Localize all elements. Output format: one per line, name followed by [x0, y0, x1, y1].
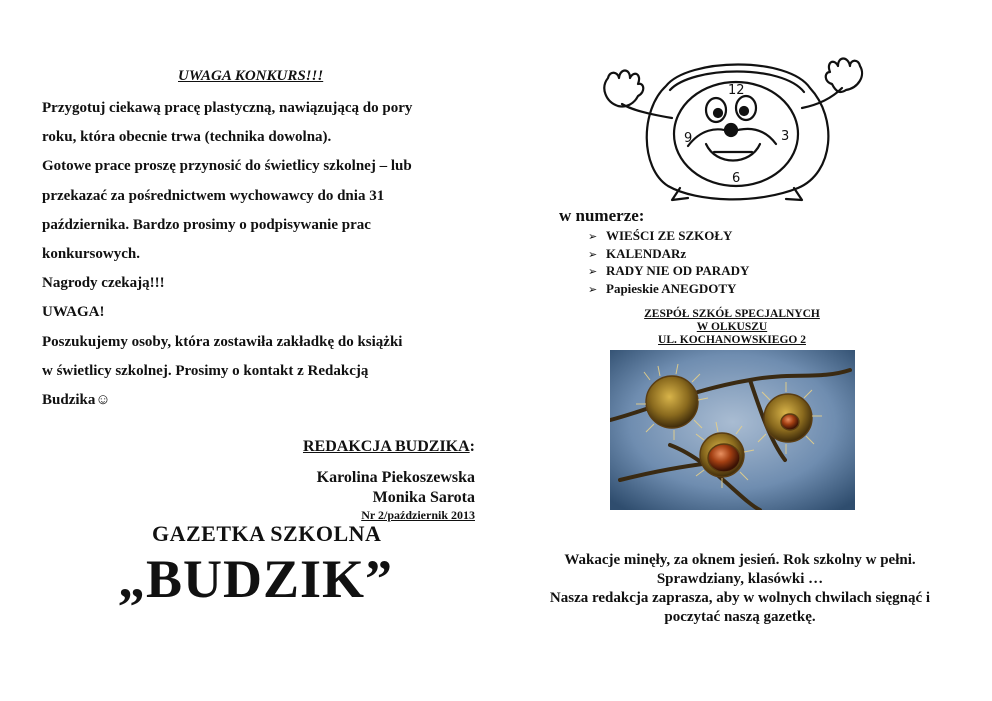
svg-text:9: 9: [684, 131, 693, 146]
contest-body: [42, 94, 472, 415]
cartoon-alarm-clock-icon: [588, 48, 878, 208]
intro-line: Sprawdziany, klasówki …: [656, 571, 824, 587]
svg-text:6: 6: [732, 171, 741, 186]
intro-text: [510, 551, 970, 627]
contest-line: przekazać za pośrednictwem wychowawcy do dnia 31: [42, 187, 385, 204]
school-line: ZESPÓŁ SZKÓŁ SPECJALNYCH: [644, 308, 820, 320]
contents-item-label: RADY NIE OD PARADY: [606, 263, 750, 278]
intro-line: Nasza redakcja zaprasza, aby w wolnych chwilach sięgnąć i: [549, 590, 931, 606]
editorial-heading-colon: :: [469, 438, 475, 455]
contest-line: Nagrody czekają!!!: [42, 275, 165, 292]
svg-text:12: 12: [728, 83, 745, 98]
editorial-block: [303, 438, 475, 522]
list-item: [588, 246, 749, 264]
contents-item-label: KALENDARz: [606, 245, 687, 261]
contest-line: UWAGA!: [42, 304, 105, 321]
contest-line: roku, która obecnie trwa (technika dowolna).: [42, 129, 332, 146]
list-item: [588, 228, 749, 246]
masthead-subtitle: GAZETKA SZKOLNA: [152, 521, 382, 546]
list-item: [588, 281, 749, 299]
contest-line: w świetlicy szkolnej. Prosimy o kontakt z Redakcją: [42, 362, 369, 379]
school-line: UL. KOCHANOWSKIEGO 2: [658, 334, 806, 346]
issue-number: Nr 2/październik 2013: [361, 508, 475, 522]
intro-line: poczytać naszą gazetkę.: [664, 609, 816, 625]
contest-line: października. Bardzo prosimy o podpisywanie prac: [42, 216, 371, 233]
intro-line: Wakacje minęły, za oknem jesień. Rok szkolny w pełni.: [564, 552, 916, 568]
contest-line: Przygotuj ciekawą pracę plastyczną, nawiązującą do pory: [42, 100, 413, 116]
contest-line: Gotowe prace proszę przynosić do świetlicy szkolnej – lub: [42, 158, 412, 175]
contents-item-label: WIEŚCI ZE SZKOŁY: [606, 228, 733, 243]
editorial-member: Monika Sarota: [372, 489, 475, 506]
contest-line: Budzika☺: [42, 392, 111, 409]
contents-heading: w numerze:: [559, 206, 645, 225]
contest-line: Poszukujemy osoby, która zostawiła zakładkę do książki: [42, 333, 403, 350]
contest-heading: UWAGA KONKURS!!!: [178, 68, 324, 84]
arrow-bullet-icon: ➢: [588, 247, 598, 261]
chestnuts-photo: [610, 350, 855, 510]
list-item: [588, 263, 749, 281]
masthead-title: „BUDZIK”: [118, 549, 394, 609]
editorial-heading: [303, 438, 475, 456]
svg-text:3: 3: [781, 129, 790, 144]
editorial-member: Karolina Piekoszewska: [316, 469, 475, 486]
arrow-bullet-icon: ➢: [588, 282, 598, 296]
editorial-heading-text: REDAKCJA BUDZIKA: [302, 438, 470, 455]
arrow-bullet-icon: ➢: [588, 230, 598, 243]
contents-item-label: Papieskie ANEGDOTY: [606, 280, 737, 296]
arrow-bullet-icon: ➢: [588, 265, 598, 278]
school-address: [612, 308, 852, 347]
contest-line: konkursowych.: [42, 246, 140, 263]
school-line: W OLKUSZU: [696, 321, 768, 333]
contents-list: [588, 228, 749, 298]
